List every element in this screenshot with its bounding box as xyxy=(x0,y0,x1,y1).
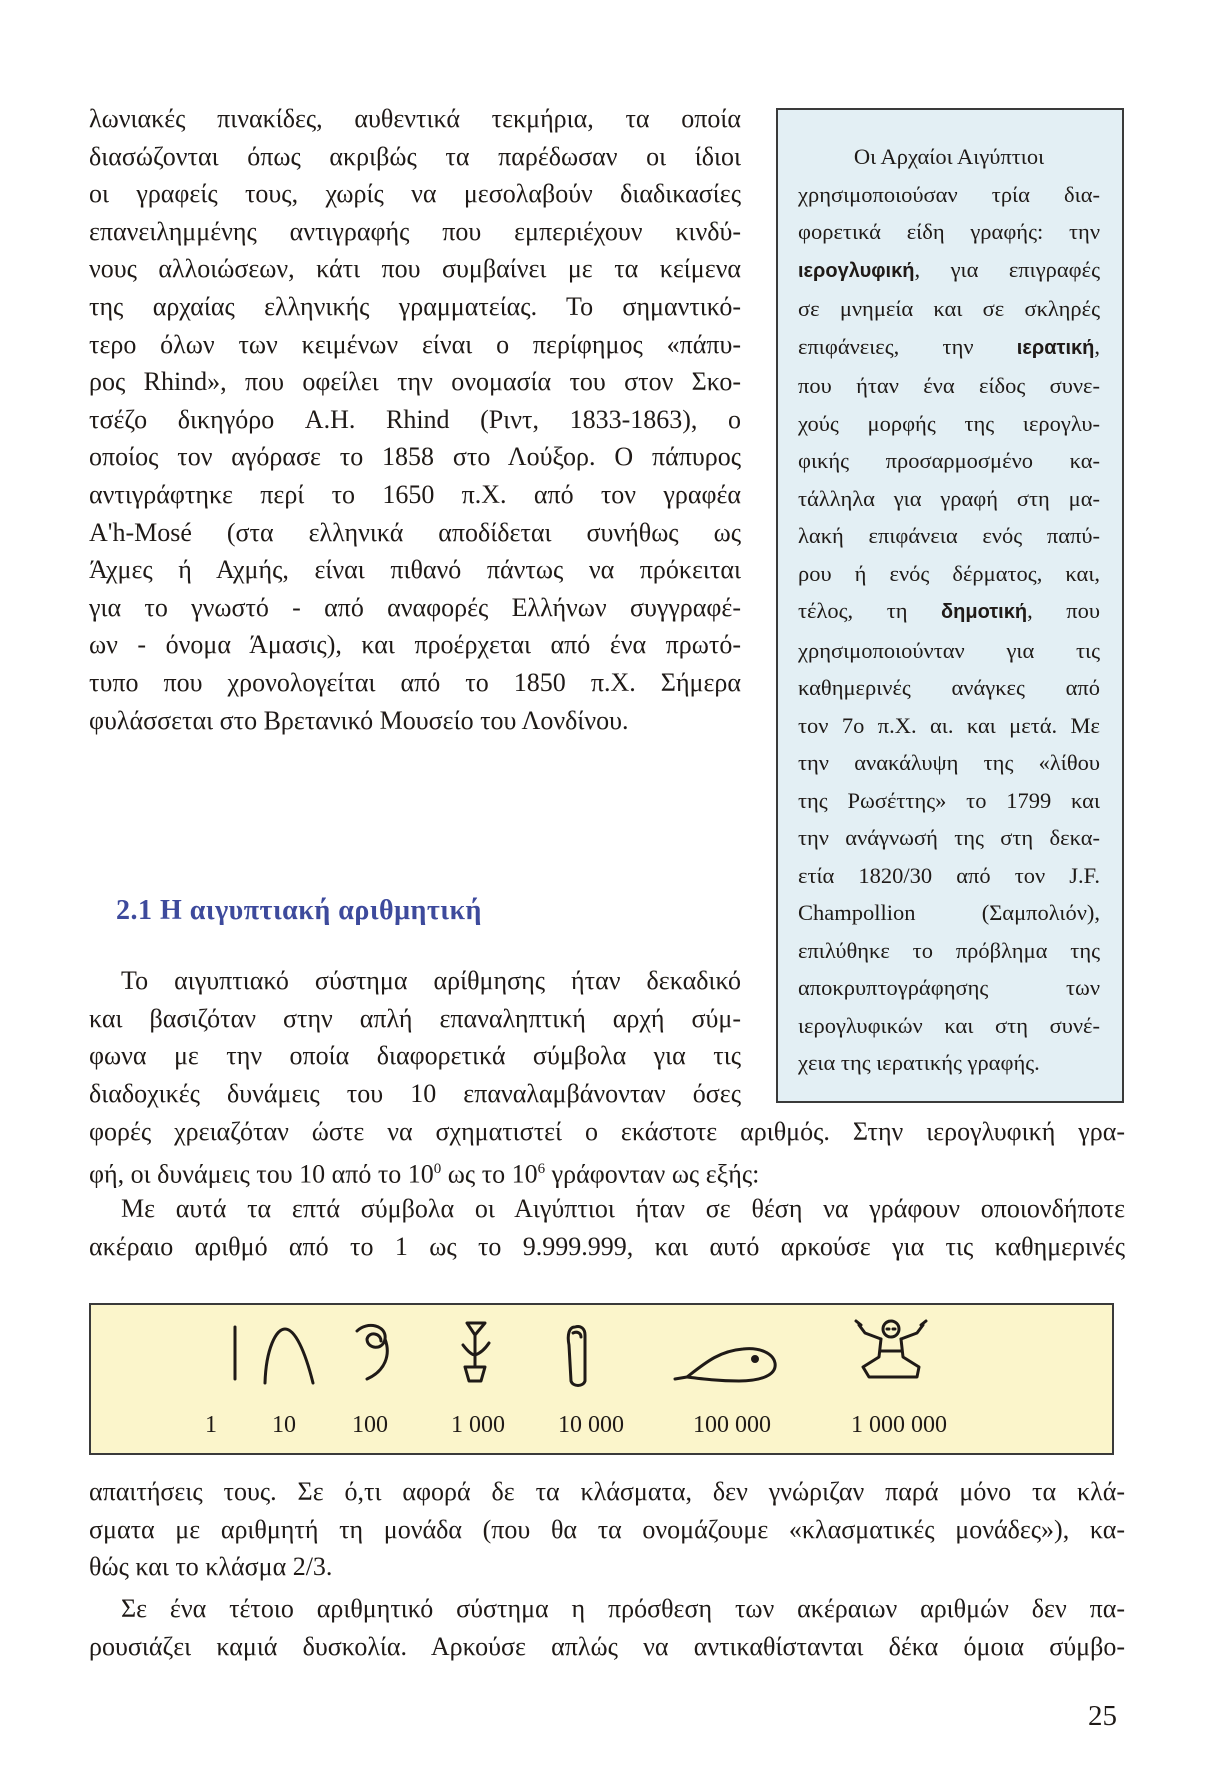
value-label: 1 000 xyxy=(451,1412,505,1438)
finger-glyph-icon xyxy=(568,1326,585,1385)
sidebar-line: Champollion (Σαμπολιόν), xyxy=(798,900,1100,925)
text-line: ακέραιο αριθμό από το 1 ως το 9.999.999, και αυτό αρκούσε για τις καθημερινές xyxy=(89,1231,1125,1261)
superscript: 0 xyxy=(433,1160,442,1177)
term-hieratic: ιερατική xyxy=(1016,336,1095,359)
sidebar-line: χρησιμοποιούσαν τρία δια- xyxy=(798,181,1100,207)
sidebar-line: ετία 1820/30 από τον J.F. xyxy=(798,862,1100,888)
rope-coil-glyph-icon xyxy=(357,1325,387,1379)
text-line: απαιτήσεις τους. Σε ό,τι αφορά δε τα κλάσματα, δεν γνώριζαν παρά μόνο τα κλά- xyxy=(89,1477,1125,1506)
text-line: Με αυτά τα επτά σύμβολα οι Αιγύπτιοι ήταν σε θέση να γράφουν οποιονδήποτε xyxy=(121,1194,1125,1223)
addition-paragraph xyxy=(89,1590,1125,1665)
term-hieroglyphic: ιερογλυφική xyxy=(798,259,915,282)
sidebar-line: χεια της ιερατικής γραφής. xyxy=(798,1050,1040,1075)
sidebar-line: επιφάνειες, την ιερατική, xyxy=(798,333,1100,359)
value-label: 100 000 xyxy=(693,1412,771,1438)
text-line: φή, οι δυνάμεις του 10 από το $10^0$ ως το $10^6$ γράφονταν ως εξής: xyxy=(89,1159,760,1189)
tadpole-glyph-icon xyxy=(675,1349,775,1381)
sidebar-line: την ανακάλυψη της «λίθου xyxy=(798,750,1100,775)
sidebar-line: λακή επιφάνεια ενός παπύ- xyxy=(798,523,1100,548)
value-label: 1 xyxy=(205,1412,217,1438)
text-line: Σε ένα τέτοιο αριθμητικό σύστημα η πρόσθεση των ακέραιων αριθμών δεν πα- xyxy=(121,1594,1125,1623)
sidebar-line: τάλληλα για γραφή στη μα- xyxy=(798,485,1100,511)
section-heading: 2.1 Η αιγυπτιακή αριθμητική xyxy=(116,895,482,926)
text-line: διασώζονται όπως ακριβώς τα παρέδωσαν οι ίδιοι xyxy=(89,141,741,171)
text-line: Άχμες ή Αχμής, είναι πιθανό πάντως να πρόκειται xyxy=(89,555,741,585)
text-line: αντιγράφτηκε περί το 1650 π.Χ. από τον γραφέα xyxy=(89,479,741,509)
value-label: 1 000 000 xyxy=(851,1412,947,1438)
sidebar-line: της Ρωσέττης» το 1799 και xyxy=(798,787,1100,813)
text-line: σματα με αριθμητή τη μονάδα (που θα τα ονομάζουμε «κλασματικές μονάδες»), κα- xyxy=(89,1514,1125,1544)
text-line: τυπο που χρονολογείται από το 1850 π.Χ. Σήμερα xyxy=(89,667,741,697)
text-line: τσέζο δικηγόρο A.H. Rhind (Ριντ, 1833-1863), ο xyxy=(89,404,741,434)
sidebar-line: ρου ή ενός δέρματος, και, xyxy=(798,560,1100,586)
numeration-paragraph-continued xyxy=(89,1113,1125,1193)
page-number: 25 xyxy=(1088,1700,1117,1732)
lotus-glyph-icon xyxy=(463,1323,489,1381)
heh-god-glyph-icon xyxy=(856,1321,926,1377)
sidebar-line: αποκρυπτογράφησης των xyxy=(798,975,1100,1000)
text-line: φυλάσσεται στο Βρετανικό Μουσείο του Λονδίνου. xyxy=(89,705,629,735)
sidebar-line: χούς μορφής της ιερογλυ- xyxy=(798,410,1100,436)
text-line: της αρχαίας ελληνικής γραμματείας. Το σημαντικό- xyxy=(89,291,741,321)
superscript: 6 xyxy=(537,1160,546,1177)
text-line: θώς και το κλάσμα 2/3. xyxy=(89,1552,333,1582)
numeration-paragraph xyxy=(89,962,741,1112)
hieroglyph-numerals-band xyxy=(89,1303,1114,1455)
sidebar-line: επιλύθηκε το πρόβλημα της xyxy=(798,937,1100,963)
value-label: 100 xyxy=(352,1412,388,1438)
sidebar-line: ιερογλυφική, για επιγραφές xyxy=(798,256,1100,282)
text-line: και βασιζόταν στην απλή επαναληπτική αρχή σύμ- xyxy=(89,1003,741,1033)
sidebar-line: που ήταν ένα είδος συνε- xyxy=(798,373,1100,398)
seven-symbols-paragraph xyxy=(89,1190,1125,1265)
text-line: διαδοχικές δυνάμεις του 10 επαναλαμβάνονταν όσες xyxy=(89,1078,741,1108)
fractions-paragraph xyxy=(89,1473,1125,1586)
writing-systems-sidebar xyxy=(776,108,1124,1103)
sidebar-line: Οι Αρχαίοι Αιγύπτιοι xyxy=(853,144,1045,169)
sidebar-line: φικής προσαρμοσμένο κα- xyxy=(798,448,1100,473)
text-line: Το αιγυπτιακό σύστημα αρίθμησης ήταν δεκαδικό xyxy=(121,966,741,995)
value-label: 10 000 xyxy=(558,1412,624,1438)
text-line: ρουσιάζει καμιά δυσκολία. Αρκούσε απλώς να αντικαθίστανται δέκα όμοια σύμβο- xyxy=(89,1631,1125,1661)
text-line: ων - όνομα Άμασις), και προέρχεται από ένα πρωτό- xyxy=(89,630,741,660)
sidebar-line: χρησιμοποιούνταν για τις xyxy=(798,637,1100,663)
text-line: νους αλλοιώσεων, κάτι που συμβαίνει με τα κείμενα xyxy=(89,254,741,284)
intro-paragraph xyxy=(89,100,741,739)
sidebar-line: ιερογλυφικών και στη συνέ- xyxy=(798,1012,1100,1038)
text-line: λωνιακές πινακίδες, αυθεντικά τεκμήρια, τα οποία xyxy=(89,104,741,133)
sidebar-line: σε μνημεία και σε σκληρές xyxy=(798,296,1100,321)
text-line: οποίος τον αγόρασε το 1858 στο Λούξορ. Ο πάπυρος xyxy=(89,442,741,472)
text-line: για το γνωστό - από αναφορές Ελλήνων συγγραφέ- xyxy=(89,592,741,622)
sidebar-line: καθημερινές ανάγκες από xyxy=(798,675,1100,700)
sidebar-line: φορετικά είδη γραφής: την xyxy=(798,219,1100,244)
term-demotic: δημοτική xyxy=(941,601,1028,623)
text-line: ρος Rhind», που οφείλει την ονομασία του στον Σκο- xyxy=(89,367,741,397)
heel-bone-glyph-icon xyxy=(265,1329,313,1383)
sidebar-line: την ανάγνωσή της στη δεκα- xyxy=(798,825,1100,850)
text-line: A'h-Mosé (στα ελληνικά αποδίδεται συνήθως ως xyxy=(89,517,741,547)
text-line: φορές χρειαζόταν ώστε να σχηματιστεί ο εκάστοτε αριθμός. Στην ιερογλυφική γρα- xyxy=(89,1117,1125,1146)
text-line: φωνα με την οποία διαφορετικά σύμβολα για τις xyxy=(89,1041,741,1071)
text-line: επανειλημμένης αντιγραφής που εμπεριέχουν κινδύ- xyxy=(89,216,741,246)
sidebar-line: τέλος, τη δημοτική, που xyxy=(798,598,1100,623)
text-line: τερο όλων των κειμένων είναι ο περίφημος «πάπυ- xyxy=(89,329,741,359)
text-line: οι γραφείς τους, χωρίς να μεσολαβούν διαδικασίες xyxy=(89,179,741,209)
sidebar-line: τον 7ο π.Χ. αι. και μετά. Με xyxy=(798,712,1100,738)
value-label: 10 xyxy=(272,1412,296,1438)
